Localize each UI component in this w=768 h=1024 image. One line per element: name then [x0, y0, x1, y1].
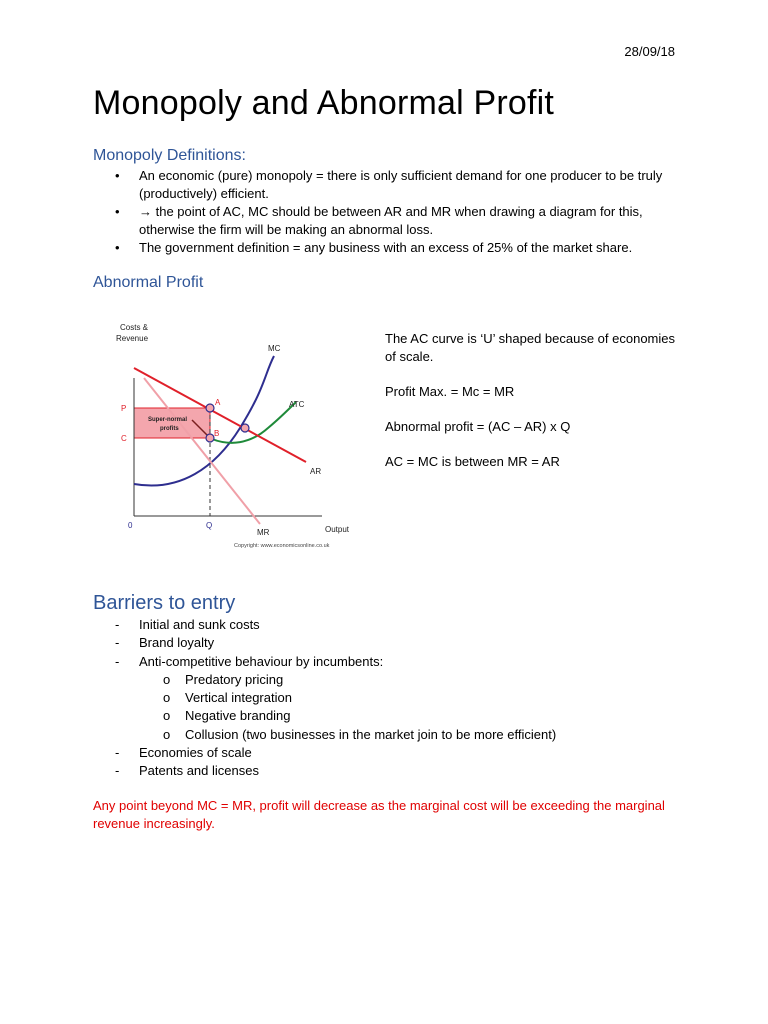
abnormal-profit-notes	[385, 330, 685, 488]
q-label: Q	[206, 521, 213, 530]
barriers-heading: Barriers to entry	[93, 592, 236, 614]
definitions-list	[93, 167, 683, 257]
list-item: • The government definition = any business with an excess of 25% of the market share.	[115, 240, 633, 255]
atc-curve	[212, 402, 296, 443]
point-b-label: B	[214, 429, 220, 438]
barriers-list	[93, 616, 693, 781]
definitions-heading: Monopoly Definitions:	[93, 147, 246, 164]
page-title: Monopoly and Abnormal Profit	[93, 84, 555, 122]
list-item: o Negative branding	[163, 708, 291, 724]
ar-label: AR	[310, 467, 322, 476]
conclusion-note: Any point beyond MC = MR, profit will decrease as the marginal cost will be exceeding the marginal revenue increasingly.	[93, 798, 665, 831]
point-b	[206, 434, 214, 442]
note: AC = MC is between MR = AR	[385, 454, 560, 469]
list-item: - Anti-competitive behaviour by incumbents:	[115, 653, 384, 669]
list-item: - Economies of scale	[115, 745, 252, 761]
note: Abnormal profit = (AC – AR) x Q	[385, 419, 571, 434]
y-axis-label-2: Revenue	[116, 334, 149, 343]
document-date: 28/09/18	[624, 44, 675, 59]
mr-label: MR	[257, 528, 270, 537]
mc-label: MC	[268, 344, 281, 353]
origin-label: 0	[128, 521, 133, 530]
abnormal-profit-heading: Abnormal Profit	[93, 274, 204, 291]
list-item: o Predatory pricing	[163, 671, 284, 687]
p-label: P	[121, 404, 127, 413]
area-label-1: Super-normal	[148, 417, 188, 423]
copyright-text: Copyright: www.economicsonline.co.uk	[234, 543, 330, 549]
list-item: o Vertical integration	[163, 690, 292, 706]
list-item: o Collusion (two businesses in the market join to be more efficient)	[163, 726, 557, 742]
list-item: • An economic (pure) monopoly = there is only sufficient demand for one producer to be truly (productively) efficient.	[115, 168, 663, 201]
list-item: • → the point of AC, MC should be between AR and MR when drawing a diagram for this, otherwise the firm will be making an abnormal loss.	[115, 204, 643, 237]
note: Profit Max. = Mc = MR	[385, 384, 515, 399]
x-axis-label: Output	[325, 525, 350, 534]
note: The AC curve is ‘U’ shaped because of economies of scale.	[385, 331, 676, 364]
atc-label: ATC	[289, 400, 305, 409]
y-axis-label-1: Costs &	[120, 323, 149, 332]
area-label-2: profits	[160, 426, 179, 432]
point-mc-atc	[241, 424, 249, 432]
list-item: - Patents and licenses	[115, 763, 259, 779]
list-item: - Initial and sunk costs	[115, 617, 260, 632]
c-label: C	[121, 434, 127, 443]
point-a-label: A	[215, 398, 221, 407]
monopoly-diagram	[110, 318, 360, 554]
mr-curve	[144, 378, 260, 524]
list-item: - Brand loyalty	[115, 635, 215, 651]
point-a	[206, 404, 214, 412]
